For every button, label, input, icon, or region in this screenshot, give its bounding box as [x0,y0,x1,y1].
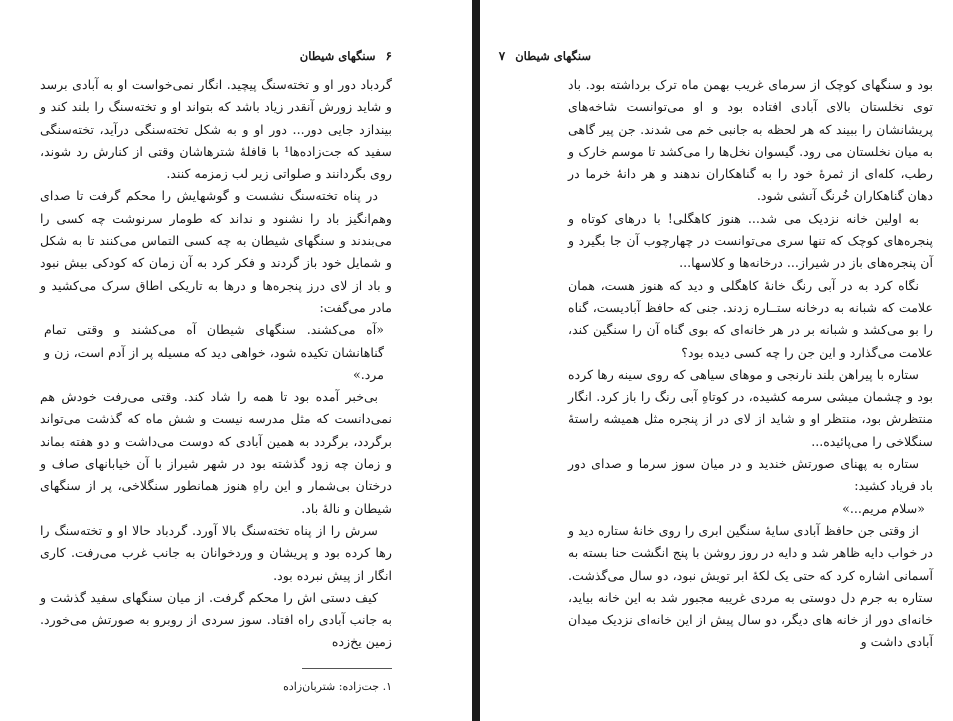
book-gutter [472,0,480,721]
left-page [0,0,472,721]
left-running-title: سنگهای شیطان [299,49,376,63]
left-page-number: ۶ [385,49,392,63]
right-paragraph-5: ستاره به پهنای صورتش خندید و در میان سوز سرما و صدای دور باد فریاد کشید: [568,456,933,494]
right-paragraph-3: نگاه کرد به در آبی رنگ خانهٔ کاهگلی و دید که هنوز هست، همان علامت که شبانه به درخانه ستــاره زدند. جنی که حافظ آبادیست، گناه را بو می‌کشد و شبانه بر در هر خانه‌ای که بوی گناه آن را سنگین کند، علامت می‌گذارد و این جن را چه کسی دیده بود؟ [568,277,933,360]
right-paragraph-6: از وقتی جن حافظ آبادی سایهٔ سنگین ابری را روی خانهٔ ستاره دید و در خواب دایه ظاهر شد و دایه در روز روشن با پنج انگشت حنا بسته به آسمانی اشاره کرد که حتی یک لکهٔ ابر تویش نبود، دو سال می‌گذشت. ستاره به جرم دل دوستی به مردی غریبه مجبور شد به این خانه بیاید، خانه‌ای دور از خانه های دیگر، دو سال پیش از این خانه‌ای نزدیک میدان آبادی داشت و [568,522,933,650]
right-page-number: ۷ [498,49,506,63]
footnote: ۱. جت‌زاده: شتربان‌زاده [283,680,392,693]
left-paragraph-5: کیف دستی اش را محکم گرفت. از میان سنگهای سفید گذشت و به جانب آبادی راه افتاد. سوز سردی از روبرو به صورتش می‌خورد. زمین یخ‌زده [40,589,392,650]
right-page-header [499,47,591,65]
left-paragraph-4: سرش را از پناه تخته‌سنگ بالا آورد. گردباد حالا او و تخته‌سنگ را رها کرده بود و پریشان و وردخوانان به جانب غرب می‌رفت. کاری انگار از پیش نبرده بود. [40,522,392,583]
right-page-body [568,74,933,654]
left-page-body [40,74,392,654]
left-paragraph-2: در پناه تخته‌سنگ نشست و گوشهایش را محکم گرفت تا صدای وهم‌انگیز باد را نشنود و نداند که طومار سرنوشت چه کسی را می‌بندند و سنگهای شیطان به چه کسی التماس می‌کنند تا به شکل و شمایل خود باز گردند و فکر کرد به آن زمان که کودکی بیش نبود و باد از لای درز پنجره‌ها و درها به تاریکی اطاق سرک می‌کشید و مادر می‌گفت: [40,188,392,315]
right-page [480,0,953,721]
left-quote: «آه می‌کشند. سنگهای شیطان آه می‌کشند و وقتی تمام گناهانشان تکیده شود، خواهی دید که مسیله پر از آدم است، زن و مرد.» [44,322,384,382]
left-paragraph-3: بی‌خبر آمده بود تا همه را شاد کند. وقتی می‌رفت خودش هم نمی‌دانست که مثل مدرسه نیست و شش ماه که گذشت می‌تواند برگردد، برگردد به همین آبادی که دوست می‌داشت و دو هفته بماند و زمان چه زود گذشته بود در شهر شیراز با آن خیابانهای صاف و درختان بی‌شمار و این راهِ هنوز همانطور سنگلاخی، پر از سنگهای شیطان و نالهٔ باد. [40,389,392,516]
right-paragraph-2: به اولین خانه نزدیک می شد... هنوز کاهگلی! با درهای کوتاه و پنجره‌های کوچک که تنها سری می‌توانست در چهارچوب آن جا بگیرد و آن پنجره‌های باز در شیراز... درخانه‌ها و کلاسها... [568,210,933,271]
right-paragraph-1: بود و سنگهای کوچک از سرمای غریب بهمن ماه ترک برداشته بود. باد توی نخلستان بالای آبادی افتاده بود و او می‌توانست شاخه‌های پریشانشان را ببیند که هر لحظه به جانبی خم می شدند. جن پیر گاهی به میان نخلستان می رود. گیسوان نخل‌ها را می‌کشد تا موسم خارک و رطب، کله‌ای از ثمرهٔ خود را به گناهکاران ندهند و هر دانهٔ خرما در دهان گناهکاران خُرنگ آتشی شود. [568,77,933,204]
left-paragraph-1: گردباد دور او و تخته‌سنگ پیچید. انگار نمی‌خواست او به آبادی برسد و شاید زورش آنقدر زیاد باشد که بتواند او و تخته‌سنگ را بلند کند و بیندازد جایی دور... دور او و به شکل تخته‌سنگی درآید، تخته‌سنگی سفید که جت‌زاده‌ها¹ با قافلهٔ شترهاشان وقتی از کنارش رد شوند، روی بگردانند و صلواتی زیر لب زمزمه کنند. [40,77,392,182]
right-running-title: سنگهای شیطان [515,49,591,63]
footnote-rule [302,668,392,669]
left-page-header [300,47,392,65]
right-paragraph-4: ستاره با پیراهن بلند نارنجی و موهای سیاهی که روی سینه رها کرده بود و چشمان میشی سرمه کشیده، در کوتاهِ آبی رنگ را باز کرد. انگار منتظرش بود، منتظر او و شاید از لای در از پنجره مثل همیشه راستهٔ سنگلاخی را می‌پائیده... [568,366,933,449]
right-quote: «سلام مریم...» [842,500,925,516]
